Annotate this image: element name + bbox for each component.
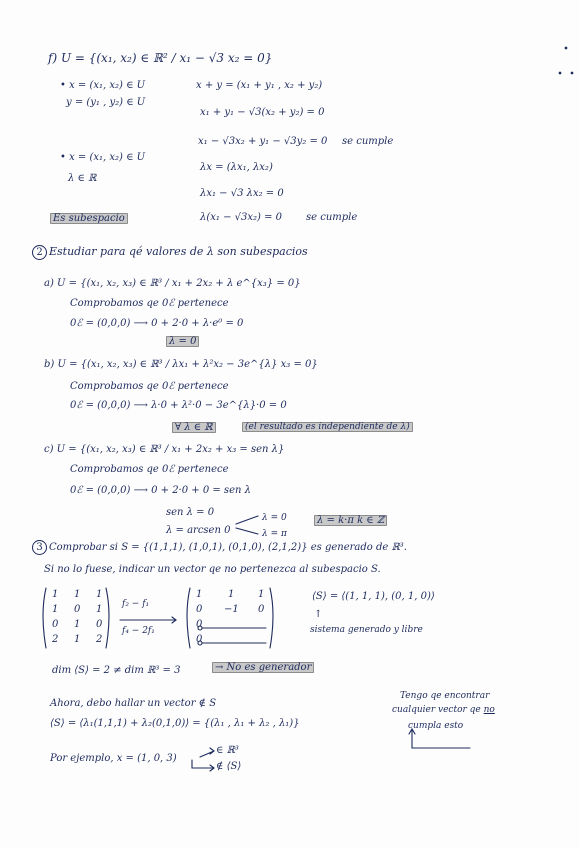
matrix-cell: 0 bbox=[196, 604, 203, 615]
s3-dim: dim ⟨S⟩ = 2 ≠ dim ℝ³ = 3 bbox=[52, 665, 181, 676]
matrix-cell: −1 bbox=[224, 604, 239, 615]
s3-example: Por ejemplo, x = (1, 0, 3) bbox=[50, 753, 177, 764]
s2-b-check: Comprobamos qe 0ℰ pertenece bbox=[70, 381, 229, 392]
s3-title: Comprobar si S = {(1,1,1), (1,0,1), (0,1,0), (2,1,2)} es generado de ℝ³. bbox=[49, 542, 407, 553]
s2-c-def: c) U = {(x₁, x₂, x₃) ∈ ℝ³ / x₁ + 2x₂ + x₃ = sen λ} bbox=[44, 444, 285, 455]
matrix-cell: 1 bbox=[96, 604, 103, 615]
s2-c-arc: λ = arcsen 0 bbox=[166, 525, 231, 536]
s3-ex-r2: ∉ ⟨S⟩ bbox=[216, 761, 242, 772]
matrix-cell: 0 bbox=[96, 619, 103, 630]
s3-s-eq: ⟨S⟩ = ⟨λ₁(1,1,1) + λ₂(0,1,0)⟩ = {(λ₁ , λ₁ + λ₂ , λ₁)} bbox=[50, 718, 300, 729]
s2-number: 2 bbox=[32, 245, 47, 260]
s2-b-note-label: (el resultado es independiente de λ) bbox=[242, 422, 413, 432]
f-sum-x: • x = (x₁, x₂) ∈ U bbox=[60, 80, 146, 91]
s3-note1: Tengo qe encontrar bbox=[400, 691, 490, 701]
f-scal-l: λ ∈ ℝ bbox=[68, 173, 97, 184]
s3-note2-no: no bbox=[483, 705, 495, 715]
s2-c-result-label: λ = k·π k ∈ ℤ bbox=[314, 515, 387, 526]
matrix-cell: 0 bbox=[52, 619, 59, 630]
matrix-cell: 1 bbox=[52, 604, 59, 615]
f-header: f) U = {(x₁, x₂) ∈ ℝ² / x₁ − √3 x₂ = 0} bbox=[48, 51, 273, 65]
s3-dim-result-label: → No es generador bbox=[212, 662, 314, 673]
s2-a-def: a) U = {(x₁, x₂, x₃) ∈ ℝ³ / x₁ + 2x₂ + λ e^{x₃} = 0} bbox=[44, 278, 301, 289]
s3-ex-r1: ∈ ℝ³ bbox=[216, 745, 239, 756]
matrix-cell: 2 bbox=[52, 634, 59, 645]
matrix-cell: 0 bbox=[196, 619, 203, 630]
s2-a-calc: 0ℰ = (0,0,0) ⟶ 0 + 2·0 + λ·e⁰ = 0 bbox=[70, 318, 244, 329]
matrix-cell: 1 bbox=[228, 589, 235, 600]
s2-c-calc: 0ℰ = (0,0,0) ⟶ 0 + 2·0 + 0 = sen λ bbox=[70, 485, 251, 496]
f-scal-x: • x = (x₁, x₂) ∈ U bbox=[60, 152, 146, 163]
matrix-cell: 1 bbox=[258, 589, 265, 600]
s3-subtitle: Si no lo fuese, indicar un vector qe no pertenezca al subespacio S. bbox=[44, 564, 381, 575]
f-scal-ok: se cumple bbox=[306, 212, 358, 223]
s3-op2: f₄ − 2f₁ bbox=[122, 626, 155, 636]
matrix-cell: 1 bbox=[196, 589, 203, 600]
f-sum-y: y = (y₁ , y₂) ∈ U bbox=[66, 97, 146, 108]
s3-span-arrow: ↑ bbox=[314, 609, 323, 620]
f-sum-eq3: x₁ − √3x₂ + y₁ − √3y₂ = 0 bbox=[198, 136, 328, 147]
s3-ahora: Ahora, debo hallar un vector ∉ S bbox=[50, 698, 217, 709]
matrix-cell: 1 bbox=[74, 589, 81, 600]
matrix-cell: 1 bbox=[96, 589, 103, 600]
s2-a-result-label: λ = 0 bbox=[166, 336, 199, 347]
matrix-cell: 1 bbox=[74, 619, 81, 630]
s3-op1: f₂ − f₁ bbox=[122, 599, 150, 609]
s3-span-note: sistema generado y libre bbox=[310, 625, 423, 635]
s2-c-b2: λ = π bbox=[262, 529, 287, 539]
s2-a-check: Comprobamos qe 0ℰ pertenece bbox=[70, 298, 229, 309]
s2-title: Estudiar para qé valores de λ son subespacios bbox=[49, 245, 308, 258]
s2-c-b1: λ = 0 bbox=[262, 513, 287, 523]
matrix-cell: 0 bbox=[196, 634, 203, 645]
s2-b-def: b) U = {(x₁, x₂, x₃) ∈ ℝ³ / λx₁ + λ²x₂ − 3e^{λ} x₃ = 0} bbox=[44, 359, 318, 370]
s3-number: 3 bbox=[32, 540, 47, 555]
f-scal-eq2: λx₁ − √3 λx₂ = 0 bbox=[200, 188, 284, 199]
f-sum-eq1: x + y = (x₁ + y₁ , x₂ + y₂) bbox=[196, 80, 323, 91]
f-scal-eq1: λx = (λx₁, λx₂) bbox=[200, 162, 273, 173]
s3-note2-text: cualquier vector qe bbox=[392, 705, 484, 715]
matrix-cell: 1 bbox=[74, 634, 81, 645]
matrix-cell: 2 bbox=[96, 634, 103, 645]
f-sum-eq2: x₁ + y₁ − √3(x₂ + y₂) = 0 bbox=[200, 107, 325, 118]
matrix-cell: 0 bbox=[74, 604, 81, 615]
s2-c-sen: sen λ = 0 bbox=[166, 507, 215, 518]
s3-span: ⟨S⟩ = ⟨(1, 1, 1), (0, 1, 0)⟩ bbox=[312, 591, 435, 602]
matrix-cell: 0 bbox=[258, 604, 265, 615]
s3-note3: cumpla esto bbox=[408, 721, 464, 731]
s2-b-calc: 0ℰ = (0,0,0) ⟶ λ·0 + λ²·0 − 3e^{λ}·0 = 0 bbox=[70, 400, 287, 411]
f-conclusion-label: Es subespacio bbox=[50, 213, 128, 224]
s2-b-result-label: ∀ λ ∈ ℝ bbox=[172, 422, 216, 433]
s2-c-check: Comprobamos qe 0ℰ pertenece bbox=[70, 464, 229, 475]
f-sum-ok: se cumple bbox=[342, 136, 394, 147]
matrix-cell: 1 bbox=[52, 589, 59, 600]
f-scal-eq3: λ(x₁ − √3x₂) = 0 bbox=[200, 212, 283, 223]
